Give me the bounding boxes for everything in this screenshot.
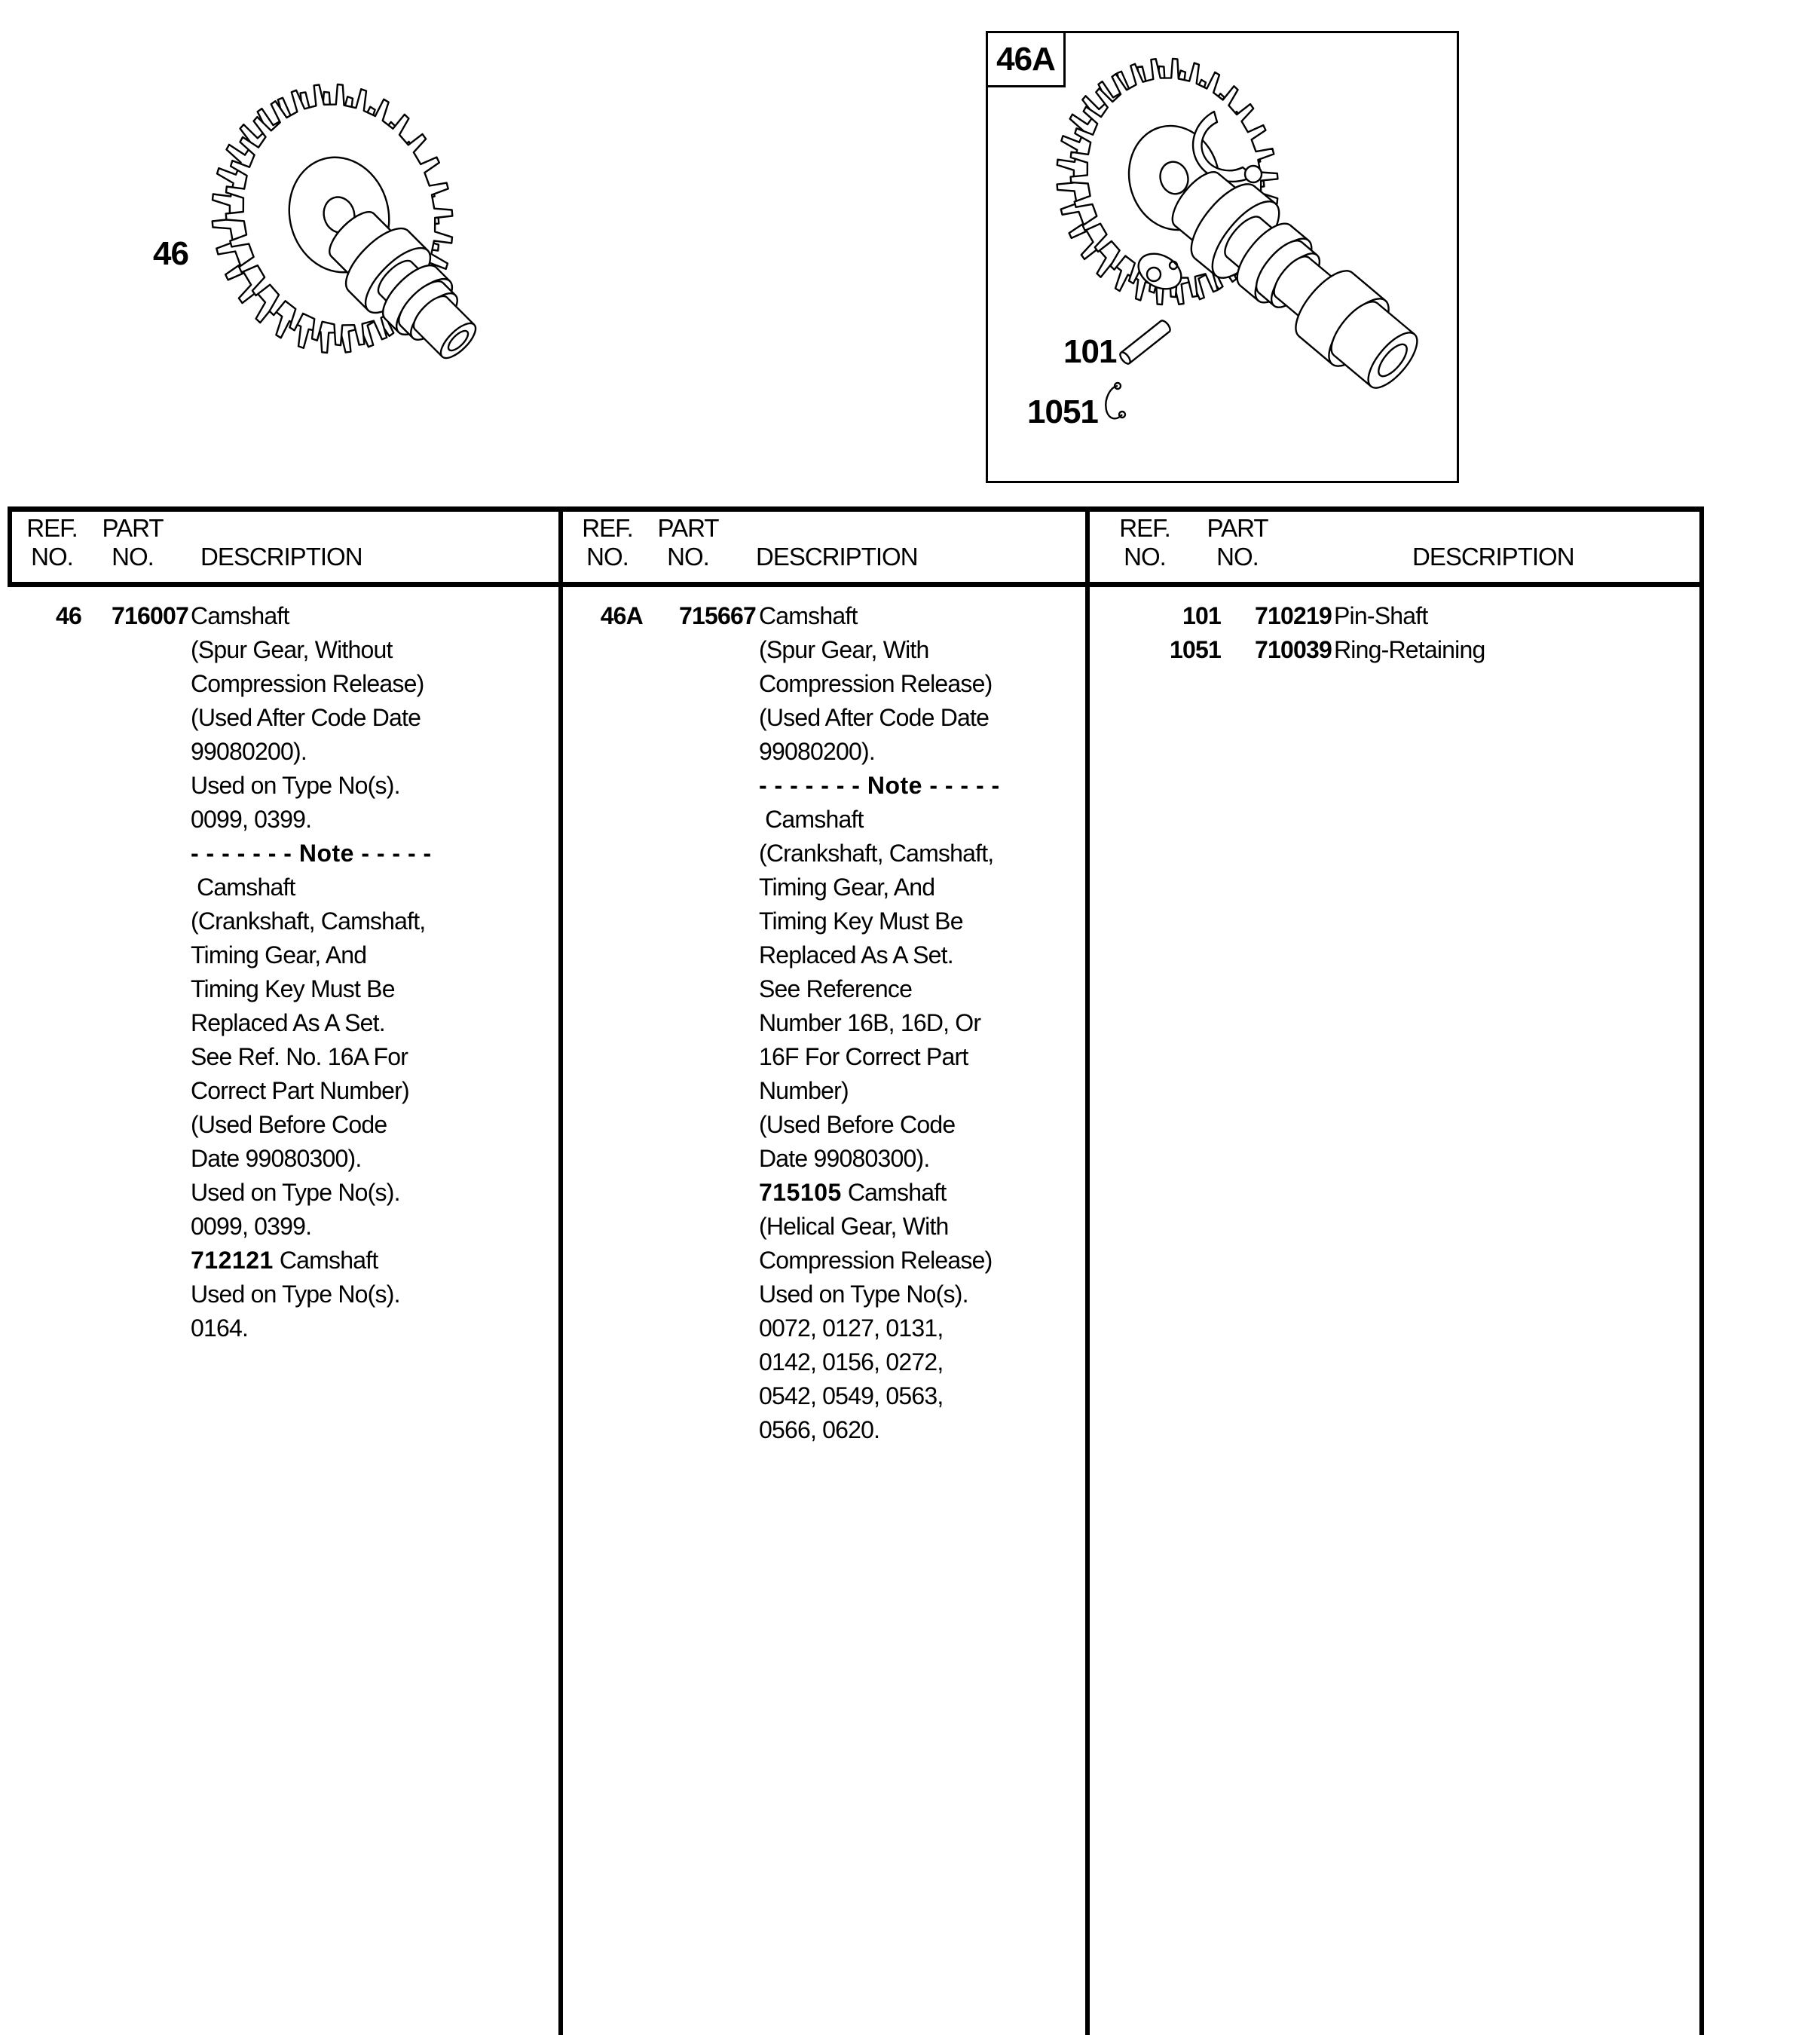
ref-no-cell: 101	[1182, 602, 1221, 629]
figure-46a-box	[986, 31, 1459, 483]
ref-no-header: REF. NO.	[26, 514, 78, 571]
figure-46-label: 46	[153, 235, 188, 272]
camshaft-46-illustration	[188, 30, 497, 392]
part-no-header: PART NO.	[102, 514, 164, 571]
part-no-cell: 710219	[1255, 602, 1332, 629]
part-no-header: PART NO.	[657, 514, 719, 571]
description-header: DESCRIPTION	[1412, 543, 1574, 571]
part-no-cell: 715667	[679, 602, 756, 629]
description-header: DESCRIPTION	[200, 543, 362, 571]
description-cell: Camshaft (Spur Gear, With Compression Release) (Used After Code Date 99080200). - - - - - - - Note - - - - - Camshaft (Crankshaft, Camshaft, Timing Gear, And Timing Key Must Be Replaced As A Set. See Reference Number 16B, 16D, Or 16F For Correct Part Number) (Used Before Code Date 99080300). 715105 Camshaft (Helical Gear, With Compression Release) Used on Type No(s). 0072, 0127, 0131, 0142, 0156, 0272, 0542, 0549, 0563, 0566, 0620.	[759, 602, 1000, 1443]
table-rows	[1090, 599, 1699, 667]
table-rows	[563, 599, 1085, 1447]
description-cell: Pin-Shaft	[1334, 602, 1428, 629]
ref-no-header: REF. NO.	[1119, 514, 1170, 571]
ref-no-cell: 1051	[1170, 636, 1221, 663]
callout-101-label: 101	[1063, 333, 1117, 370]
description-header: DESCRIPTION	[756, 543, 918, 571]
ref-no-cell: 46	[56, 602, 81, 629]
figure-46a-label: 46A	[996, 40, 1055, 78]
table-row	[8, 599, 558, 1345]
table-section-1	[8, 506, 558, 2035]
table-right-border	[1699, 506, 1704, 2035]
table-row	[1090, 599, 1699, 633]
table-section-2	[563, 506, 1085, 2035]
callout-1051-label: 1051	[1027, 393, 1098, 430]
table-row	[1090, 633, 1699, 667]
table-row	[563, 599, 1085, 1447]
figure-46a-label-box	[986, 31, 1066, 87]
part-no-header: PART NO.	[1207, 514, 1268, 571]
ref-no-cell: 46A	[600, 602, 643, 629]
description-cell: Ring-Retaining	[1334, 636, 1485, 663]
description-cell: Camshaft (Spur Gear, Without Compression Release) (Used After Code Date 99080200). Used on Type No(s). 0099, 0399. - - - - - - - Note - - - - - Camshaft (Crankshaft, Camshaft, Timing Gear, And Timing Key Must Be Replaced As A Set. See Ref. No. 16A For Correct Part Number) (Used Before Code Date 99080300). Used on Type No(s). 0099, 0399. 712121 Camshaft Used on Type No(s). 0164.	[191, 602, 432, 1342]
table-section-3	[1090, 506, 1699, 2035]
part-no-cell: 710039	[1255, 636, 1332, 663]
table-rows	[8, 599, 558, 1345]
part-no-cell: 716007	[112, 602, 188, 629]
ref-no-header: REF. NO.	[582, 514, 633, 571]
